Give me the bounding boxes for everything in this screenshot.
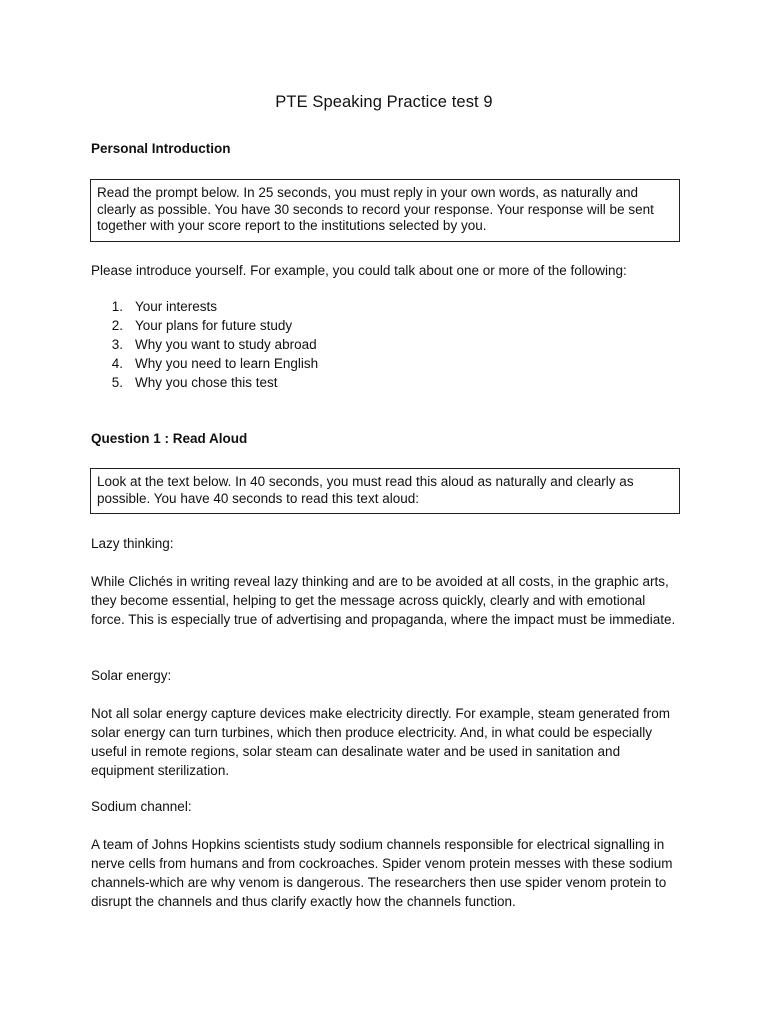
list-item-text: Why you chose this test	[135, 375, 278, 390]
instructions-box-intro: Read the prompt below. In 25 seconds, you must reply in your own words, as naturally and clearly as possible. You have 30 seconds to record your response. Your response will be sent together with your score report to the institutions selected by you.	[90, 179, 680, 242]
page-title: PTE Speaking Practice test 9	[275, 93, 493, 111]
list-item-text: Your interests	[135, 299, 218, 314]
list-item-text: Your plans for future study	[135, 318, 293, 333]
passage-label-lazy-thinking: Lazy thinking:	[91, 536, 174, 551]
list-item-number: 1.	[111, 299, 123, 314]
list-item-number: 2.	[111, 318, 123, 333]
intro-topic-list	[91, 297, 318, 392]
passage-label-solar-energy: Solar energy:	[91, 668, 172, 683]
list-item-number: 5.	[111, 375, 123, 390]
section-heading-personal-introduction: Personal Introduction	[91, 141, 231, 156]
list-item	[91, 316, 318, 335]
list-item-number: 4.	[111, 356, 123, 371]
list-item	[91, 373, 318, 392]
passage-text-solar-energy: Not all solar energy capture devices make electricity directly. For example, steam generated from solar energy can turn turbines, which then produce electricity. And, in what could be especially useful in remote regions, solar steam can desalinate water and be used in sanitation and equipment sterilization.	[91, 706, 670, 778]
passage-label-sodium-channel: Sodium channel:	[91, 799, 192, 814]
instructions-box-q1: Look at the text below. In 40 seconds, you must read this aloud as naturally and clearly as possible. You have 40 seconds to read this text aloud:	[90, 468, 680, 514]
list-item	[91, 354, 318, 373]
list-item-text: Why you need to learn English	[135, 356, 319, 371]
passage-text-sodium-channel: A team of Johns Hopkins scientists study sodium channels responsible for electrical signalling in nerve cells from humans and from cockroaches. Spider venom protein messes with these sodium channels-which are why venom is dangerous. The researchers then use spider venom protein to disrupt the channels and thus clarify exactly how the channels function.	[91, 837, 673, 909]
section-heading-question-1: Question 1 : Read Aloud	[91, 431, 248, 446]
intro-prompt: Please introduce yourself. For example, you could talk about one or more of the following:	[91, 263, 627, 278]
passage-text-lazy-thinking: While Clichés in writing reveal lazy thinking and are to be avoided at all costs, in the graphic arts, they become essential, helping to get the message across quickly, clearly and with emotional force. This is especially true of advertising and propaganda, where the impact must be immediate.	[91, 574, 676, 627]
list-item	[91, 335, 318, 354]
list-item-number: 3.	[111, 337, 123, 352]
list-item-text: Why you want to study abroad	[135, 337, 317, 352]
list-item	[91, 297, 318, 316]
